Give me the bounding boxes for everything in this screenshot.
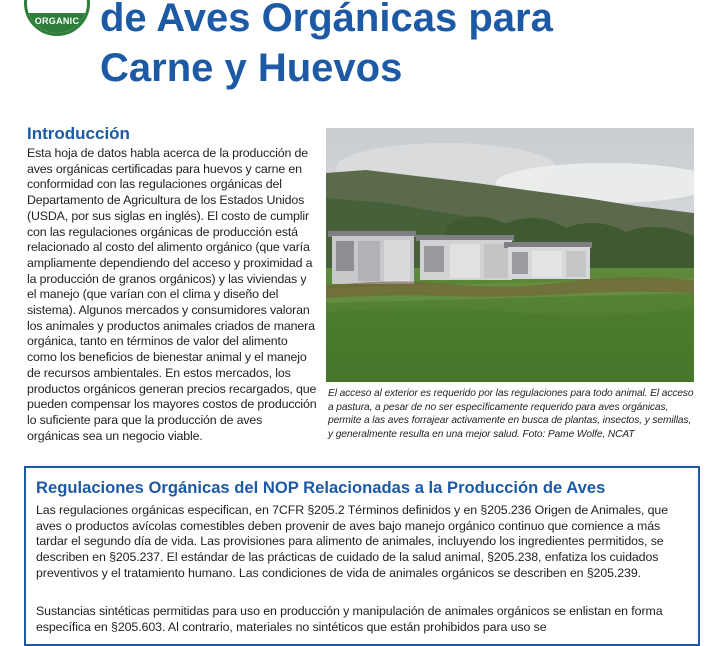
regulations-heading: Regulaciones Orgánicas del NOP Relacionadas a la Producción de Aves bbox=[36, 478, 606, 497]
title-line-2: Carne y Huevos bbox=[100, 46, 403, 90]
photo-caption: El acceso al exterior es requerido por las regulaciones para todo animal. El acceso a pastura, a pesar de no ser específicamente requerido para aves orgánicas, permite a las aves forrajear activamente en busca de plantas, insectos, y semillas, y generalmente resulta en una mejor salud. Foto: Pame Wolfe, NCAT bbox=[328, 388, 694, 440]
intro-heading: Introducción bbox=[27, 124, 130, 143]
usda-organic-seal bbox=[24, 0, 90, 36]
regulations-box bbox=[24, 466, 700, 646]
poultry-pasture-photo bbox=[326, 128, 694, 382]
regulations-paragraph-1: Las regulaciones orgánicas especifican, en 7CFR §205.2 Términos definidos y en §205.236 Origen de Animales, que aves o productos avícolas comestibles deben provenir de aves bajo manejo orgánico continuo que comience a más tardar el segundo día de vida. Las provisiones para alimento de animales, incluyendo los ingredientes permitidos, se describen en §205.237. El estándar de las prácticas de cuidado de la salud animal, §205.238, enfatiza los cuidados preventivos y el tratamiento humano. Las condiciones de vida de animales orgánicos se describen en §205.239. bbox=[36, 503, 669, 580]
seal-text: ORGANIC bbox=[34, 16, 80, 26]
seal-band bbox=[27, 13, 87, 36]
intro-body: Esta hoja de datos habla acerca de la producción de aves orgánicas certificadas para huevos y carne en conformidad con las regulaciones orgánicas del Departamento de Agricultura de los Estados Unidos (USDA, por sus siglas en inglés). El costo de cumplir con las regulaciones orgánicas de producción está relacionado al costo del alimento orgánico (que varía ampliamente dependiendo del acceso y proximidad a la producción de granos orgánicos) y las viviendas y el manejo (que varían con el clima y diseño del sistema). Algunos mercados y consumidores valoran los animales y productos animales criados de manera orgánica, tanto en términos de valor del alimento como los beneficios de bienestar animal y el manejo de recursos ambientales. En estos mercados, los productos orgánicos generan precios recargados, que pueden compensar los mayores costos de producción lo suficiente para que la producción de aves orgánicas sea un negocio viable. bbox=[27, 146, 317, 443]
title-line-1: de Aves Orgánicas para bbox=[100, 0, 553, 40]
regulations-paragraph-2: Sustancias sintéticas permitidas para uso en producción y manipulación de animales orgánicos se enlistan en forma específica en §205.603. Al contrario, materiales no sintéticos que están prohibidos para uso se bbox=[36, 604, 663, 634]
